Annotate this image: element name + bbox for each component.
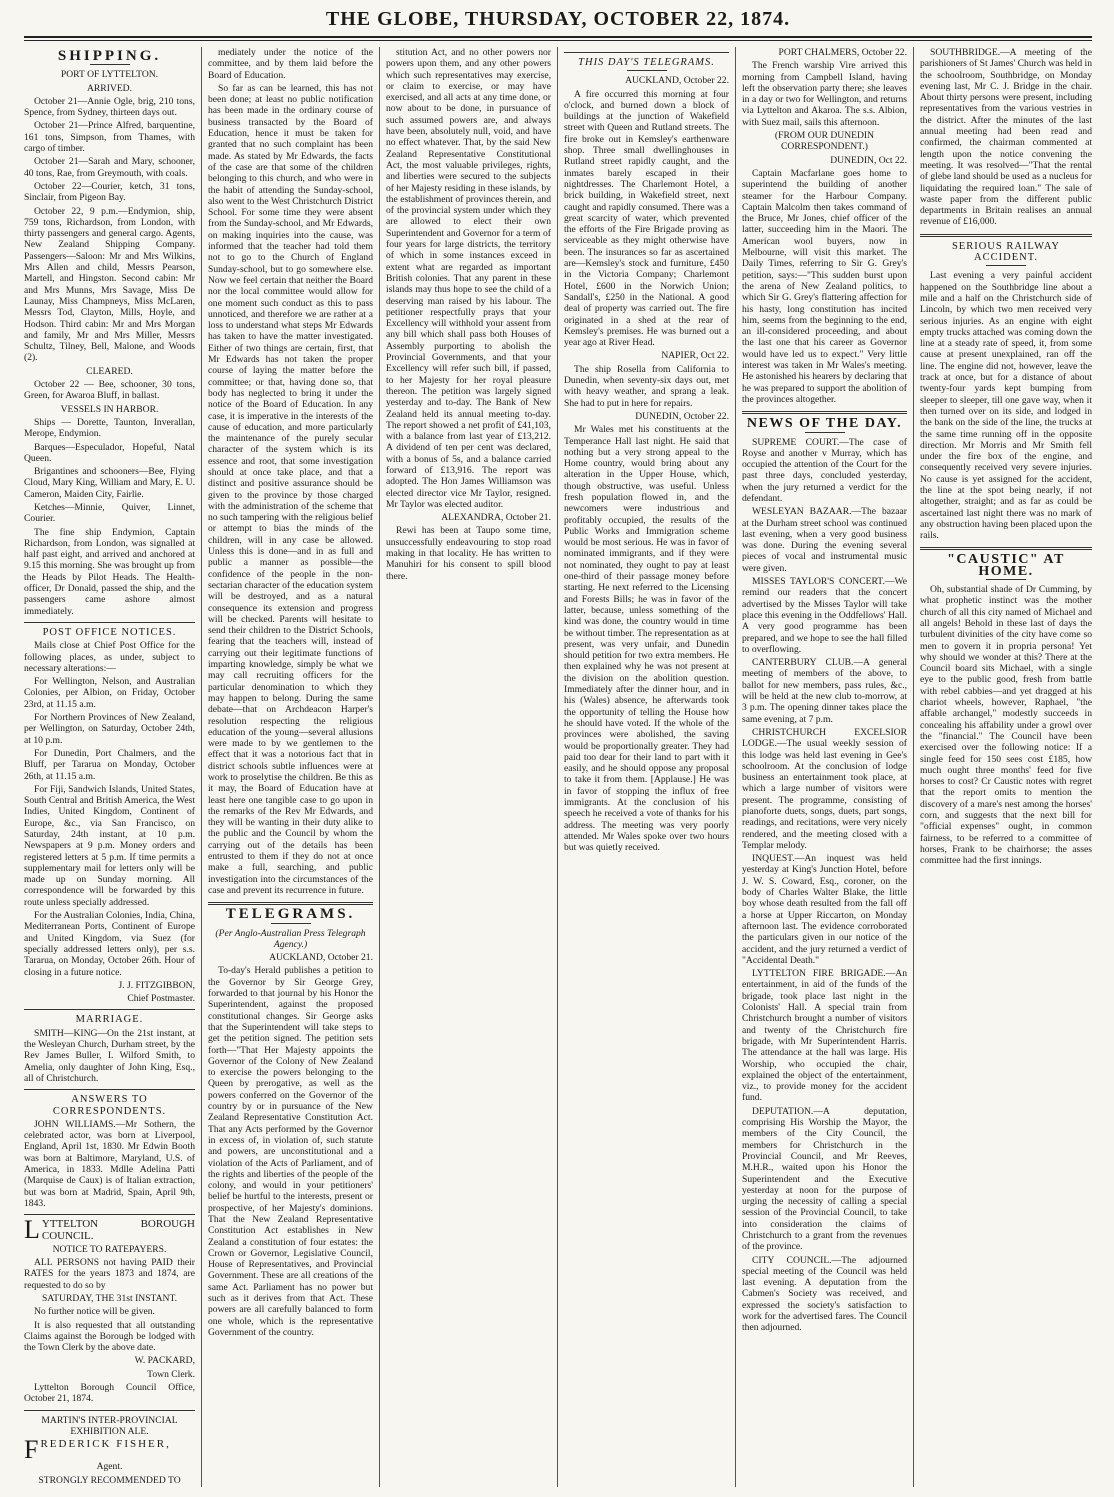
- marriage-heading: MARRIAGE.: [75, 1014, 144, 1026]
- column-6: [914, 47, 1092, 1487]
- fisher-name: REDERICK FISHER,: [40, 1438, 171, 1451]
- council-signature: W. PACKARD,: [134, 1355, 195, 1367]
- post-signature-title: Chief Postmaster.: [127, 993, 195, 1005]
- news-item-lead: WESLEYAN BAZAAR.: [752, 506, 852, 518]
- railway-text: Last evening a very painful accident happened on the Southbridge line about a mile and a half on the Christchurch side of Lincoln, by which two men received very serious injuries. As an engine with eight empty trucks attached was coming down the line at a steady rate of speed, it, from some cause at present unexplained, ran off the line. The engine did not, however, leave the track at once, but for a distance of about twenty-four yards kept bumping from sleeper to sleeper, till one gave way, when it then turned over on its side, and lodged in the bank on the side of the line, the trucks at the same time running off in the opposite direction. Mr Morris and Mr Smith fell under the fire box of the engine, and consequently received very severe injuries. No cause is yet assigned for the accident, the line at the spot being nearly, if not altogether, straight; and as far as could be ascertained last night there was no mark of any obstruction having been placed upon the rails.: [920, 270, 1092, 542]
- news-item-lead: LYTTELTON FIRE BRIGADE.: [752, 968, 886, 980]
- marriage-notice: SMITH—KING—On the 21st instant, at the Wesleyan Church, Durham street, by the Rev James Buller, I. Wilford Smith, to Amelia, only daughter of John King, Esq., all of Christchurch.: [24, 1027, 195, 1084]
- news-item: [742, 968, 907, 1104]
- telegram-text: The ship Rosella from California to Dunedin, when seventy-six days out, met with heavy weather, and sprang a leak. She had to put in here for repairs.: [564, 363, 729, 409]
- council-text: It is also requested that all outstanding Claims against the Borough be lodged with the Town Clerk by the above date.: [24, 1319, 195, 1354]
- telegrams-agency: (Per Anglo-Australian Press Telegraph Agency.): [215, 927, 366, 950]
- news-item: [742, 1255, 907, 1334]
- news-item-text: —The case of Royse and another v Murray, which has occupied the attention of the Court for the past three days, concluded yesterday, when the jury returned a verdict for the defendant.: [742, 436, 907, 504]
- telegram-dateline: PORT CHALMERS, October 22.: [778, 47, 907, 58]
- divider: [208, 902, 373, 905]
- news-item-text: —We remind our readers that the concert advertised by the Misses Taylor will take place this evening in the Oddfellows' Hall. A very good programme has been prepared, and we hope to see the hall filled to overflowing.: [742, 576, 907, 655]
- news-item-lead: SUPREME COURT.: [752, 436, 840, 448]
- shipping-heading: SHIPPING.: [57, 48, 162, 64]
- telegram-text: Rewi has been at Taupo some time, unsuccessfully endeavouring to stop road making in that locality. He has written to Manuhiri for his consent to spill blood there.: [386, 525, 551, 582]
- council-signature-title: Town Clerk.: [147, 1368, 195, 1380]
- arrival-entry: October 22—Courier, ketch, 31 tons, Sinclair, from Pigeon Bay.: [24, 180, 195, 204]
- fisher-role: Agent.: [96, 1461, 123, 1473]
- news-item: [742, 727, 907, 851]
- divider: [986, 265, 1026, 266]
- correspondent-heading: (FROM OUR DUNEDIN CORRESPONDENT.): [774, 130, 875, 153]
- strongly-heading: STRONGLY RECOMMENDED TO: [38, 1474, 181, 1486]
- telegram-dateline: DUNEDIN, Oct 22.: [830, 154, 907, 166]
- ale-heading: MARTIN'S INTER-PROVINCIAL EXHIBITION ALE.: [41, 1414, 178, 1437]
- caustic-text: Oh, substantial shade of Dr Cumming, by what prophetic instinct was the mother church of all this city named of Michael and all angels! Behold in these last of days the turbulent divinities of the city have come so men to govern it in propria persona! Yet why should we wonder at this? There at the Council board sits Michael, with a single eye to the public good, fresh from battle with rebel cabbies—and yet dragged at his chariot wheels, however, Raphael, "the affable archangel," modestly succeeds in concealing his affability under a growl over the "financial." The Council have been exercised over the following notice: If a single feed for 150 sees cost £185, how much ought three months' feed for five horses to cost? Cr Caustic notes with regret that the report omits to mention the discovery of a mare's nest among the horses' corn, and suggests that the next bill for "official expenses" ought, in common fairness, to be referred to a committee of horses, Frank to be chairhorse; the asses committee had the first innings.: [920, 584, 1092, 867]
- answers-heading: ANSWERS TO CORRESPONDENTS.: [52, 1094, 167, 1117]
- columns: [24, 47, 1092, 1487]
- southbridge-text: SOUTHBRIDGE.—A meeting of the parishioners of St James' Church was held in the schoolroom, Southbridge, on Monday evening last, Mr C. J. Bridge in the chair. About thirty persons were present, including representatives from the various vestries in the district. After the minutes of the last annual meeting had been read and confirmed, the chairman commented at length upon the notice convening the meeting. It was resolved—"That the rental of glebe land should be used as a nucleus for liquidating the required loan." The sale of waste paper from the different public departments in Britain realises an annual revenue of £16,000.: [920, 47, 1092, 228]
- divider: [24, 1214, 195, 1215]
- news-item-text: —A general meeting of members of the above, to ballot for new members, pass rules, &c., will be held at the new club to-morrow, at 3 p.m. The opening dinner takes place the same evening, at 7 p.m.: [742, 657, 907, 725]
- harbor-label: VESSELS IN HARBOR.: [60, 403, 159, 415]
- news-item-text: —The adjourned special meeting of the Council was held last evening. A deputation from the Cabmen's Society was received, and expressed the society's satisfaction to work for the advertised fares. The Council then adjourned.: [742, 1254, 907, 1334]
- column-2: [202, 47, 380, 1487]
- harbor-entry: Barques—Especulador, Hopeful, Natal Queen.: [24, 441, 195, 464]
- news-item-lead: CHRISTCHURCH EXCELSIOR LODGE.: [742, 726, 907, 750]
- council-office: Lyttelton Borough Council Office, October 21, 1874.: [24, 1382, 195, 1405]
- telegram-text: A fire occurred this morning at four o'clock, and burned down a block of buildings at the junction of Wakefield street with Queen and Rutland streets. The fire broke out in Kemsley's earthenware shop. Three small dwellinghouses in Rutland street rapidly caught, and the inmates barely escaped in their nightdresses. The Charlemont Hotel, a brick building, in Wakefield street, next caught and rapidly consumed. There was a great scarcity of water, which prevented the efforts of the Fire Brigade proving as serviceable as they might otherwise have been. The insurances so far as ascertained are—Kemsley's stock and furniture, £450 in the Victoria Company; Charlemont Hotel, £600 in the Norwich Union; Sandall's, £250 in the National. A good deal of property was carried out. The fire originated in a shed at the rear of Kemsley's premises. He was burned out a year ago at River Head.: [564, 88, 729, 349]
- news-item-text: —A deputation, comprising His Worship the Mayor, the members of the City Council, the members for Christchurch in the Provincial Council, and Mr Reeves, M.H.R., waited upon his Honor the Superintendent and the Executive yesterday at noon for the purpose of urging the necessity of calling a special session of the Provincial Council, to take into consideration the claims of Christchurch to a grant from the revenues of the province.: [742, 1105, 907, 1253]
- post-notice: Mails close at Chief Post Office for the following places, as under, subject to necessary alterations:—: [24, 640, 195, 674]
- leader-continued: So far as can be learned, this has not been done; at least no public notification has been made in the ordinary course of business transacted by the Board of Education, hence it must be taken for granted that no such complaint has been made. As stated by Mr Edwards, the facts of the case are that some of the children belonging to this church, and who were in the habit of attending the Sunday-school, also went to the West Christchurch District School. For some time they were absent from the Sunday-school, and Mr Edwards, on making inquiries into the cause, was informed that the teacher had told them not to go to the Church of England Sunday-school, but to go somewhere else. Now we feel certain that neither the Board nor the local committee would allow for one moment such conduct as this to pass unnoticed, and therefore we are rather at a loss to understand what steps Mr Edwards has taken to have the matter investigated. Either of two things are certain, first, that Mr Edwards has not taken the proper course of laying the matter before the committee; or that, having done so, that body has neglected to bring it under the notice of the Board of Education. In any case, it is imperative in the interests of the cause of education, and more particularly the maintenance of the purely secular character of the system which is its essence and root, that some investigation should at once take place, and that a distinct and positive assurance should be given to the province by those charged with the administration of the scheme that no such tampering with the religious belief or attempt to bias the minds of the children, will in any case be allowed. Unless this is done—and in as full and public a manner as possible—the confidence of the people in the non-sectarian character of the education system will be destroyed, and as a natural consequence its extension and progress will be checked. Parents will hesitate to send their children to the District Schools, fearing that the teachers will, instead of carrying out their legitimate functions of imparting knowledge, simply be what we may call recruiting officers for the particular denomination to which they may happen to belong. During the same debate—that on Archdeacon Harper's resolution respecting the religious education of the young—several allusions were made to by we gentlemen to the effect that it was a notorious fact that in district schools subtle influences were at work to proselytise the children. Be this as it may, the Board of Education have at least here one tangible case to go upon in the remarks of the Rev Mr Edwards, and they will be wanting in their duty alike to the public and the Council by whom the carrying out of the details has been entrusted to them if they do not at once make a full, searching, and public investigation into the circumstances of the case and prevent its recurrence in future.: [208, 82, 373, 896]
- news-item-lead: DEPUTATION.: [752, 1105, 814, 1117]
- divider: [24, 622, 195, 623]
- news-item-text: —The usual weekly session of this lodge was held last evening in Gee's schoolroom. At the conclusion of lodge business an entertainment took place, at which a large number of visitors were present. The programme, consisting of pianoforte duets, songs, duets, part songs, readings, and recitations, were very nicely rendered, and the meeting closed with a Templar melody.: [742, 738, 907, 851]
- arrived-label: ARRIVED.: [86, 82, 133, 94]
- page-masthead: THE GLOBE, THURSDAY, OCTOBER 22, 1874.: [24, 8, 1092, 38]
- harbor-entry: Ketches—Minnie, Quiver, Linnet, Courier.: [24, 501, 195, 525]
- divider: [24, 1410, 195, 1411]
- telegram-dateline: AUCKLAND, October 21.: [269, 952, 373, 964]
- divider: [271, 923, 311, 924]
- divider: [742, 411, 907, 414]
- telegram-text: To-day's Herald publishes a petition to the Governor by Sir George Grey, forwarded to that journal by his Honor the Superintendent, against the proposed constitutional changes. Sir George asks that the Superintendent will take steps to get the petition signed. The petition sets forth—"That Her Majesty appoints the Governor of the Colony of New Zealand to exercise the powers belonging to the Queen by prerogative, as well as the powers conferred on the Governor of the country by or in pursuance of the New Zealand Representative Constitution Act. That any Acts performed by the Governor in excess of, in violation of, such statute and powers, are unconstitutional and a violation of the Acts of Parliament, and of the rights and liberties of the people of the colony, and would in your petitioners' belief be hurtful to the interests, present or prospective, of her Majesty's dominions. That the New Zealand Representative Constitution Act establishes in New Zealand a constitution of four estates: the Crown or Governor, Legislative Council, House of Representatives, and Provincial Government. These are all creations of the same Act. Parliament has no power but such as it derives from that Act. These powers are all carefully balanced to form one whole, which is the representative Government of the country.: [208, 965, 373, 1338]
- telegram-dateline: DUNEDIN, October 22.: [635, 410, 729, 422]
- divider: [24, 1089, 195, 1090]
- column-1: [24, 47, 202, 1487]
- port-heading: PORT OF LYTTELTON.: [60, 69, 159, 81]
- column-4: [558, 47, 736, 1487]
- post-signature: J. J. FITZGIBBON,: [118, 979, 195, 991]
- news-item: [742, 657, 907, 725]
- divider: [920, 234, 1092, 237]
- answers-text: JOHN WILLIAMS.—Mr Sothern, the celebrated actor, was born at Liverpool, England, April 1st, 1830. Mr Edwin Booth was born at Baltimore, Maryland, U.S. of America, in 1833. Mdlle Adelina Patti (Marquise de Caux) is of Italian extraction, but was born at Madrid, Spain, April 9th, 1843.: [24, 1118, 195, 1209]
- railway-heading: SERIOUS RAILWAY ACCIDENT.: [951, 240, 1061, 264]
- post-notice: For Wellington, Nelson, and Australian Colonies, per Albion, on Friday, October 23rd, at 11.15 a.m.: [24, 676, 195, 710]
- news-heading: NEWS OF THE DAY.: [746, 416, 903, 432]
- telegram-dateline: NAPIER, Oct 22.: [661, 350, 729, 362]
- council-text: ALL PERSONS not having PAID their RATES for the years 1873 and 1874, are requested to do so by: [24, 1257, 195, 1291]
- telegram-continued: stitution Act, and no other powers nor powers upon them, and any other powers which such representatives may exercise, or claim to exercise, or may have exercised, and all acts at any time done, or now about to be done, in pursuance of such assumed powers are, and always have been, absolutely null, void, and have no effect whatever. That, by the said New Zealand Representative Constitutional Act, the most valuable privileges, rights, and liberties were secured to the subjects of her Majesty residing in these islands, by the establishment of provinces therein, and of the provincial system under which they are allowed to elect their own Superintendent and Governor for a term of four years for large districts, the territory of which in some instances exceed in extent what are regarded as important British colonies. That any parent in these islands may thus hope to see the child of a deserving man raised by his labour. The petitioner respectfully prays that your Excellency will withhold your assent from any bill which shall pass both Houses of Assembly purporting to abolish the Provincial Governments, and that your Excellency will refer such bill, if passed, to her Majesty for her royal pleasure thereon. The petition was largely signed yesterday and to-day. The Bank of New Zealand held its annual meeting to-day. The report showed a net profit of £41,103, with a balance from last year of £13,212. A dividend of ten per cent was declared, with a bonus of 5s, and a balance carried forward of £13,916. The report was adopted. The Hon James Williamson was elected director vice Mr Taylor, resigned. Mr Taylor was elected auditor.: [386, 47, 551, 510]
- drop-cap: L: [24, 1215, 40, 1245]
- news-item: [742, 576, 907, 655]
- telegram-dateline: AUCKLAND, October 22.: [625, 75, 729, 87]
- post-office-heading: POST OFFICE NOTICES.: [42, 626, 177, 638]
- divider: [627, 70, 667, 71]
- divider: [986, 579, 1026, 580]
- council-subheading: NOTICE TO RATEPAYERS.: [52, 1243, 167, 1255]
- telegram-dateline: ALEXANDRA, October 21.: [441, 512, 551, 524]
- drop-cap: F: [24, 1435, 39, 1465]
- divider: [920, 547, 1092, 550]
- leader-continued: mediately under the notice of the committee, and by them laid before the Board of Education.: [208, 47, 373, 81]
- cleared-entry: October 22 — Bee, schooner, 30 tons, Green, for Awaroa Bluff, in ballast.: [24, 379, 195, 402]
- post-notice: For Northern Provinces of New Zealand, per Wellington, on Saturday, October 24th, at 10 p.m.: [24, 712, 195, 746]
- days-telegrams-heading: THIS DAY'S TELEGRAMS.: [578, 57, 715, 68]
- news-item: [742, 506, 907, 574]
- arrival-entry: October 22, 9 p.m.—Endymion, ship, 759 tons, Richardson, from London, with thirty passengers and general cargo. Agents, New Zealand Shipping Company. Passengers—Saloon: Mr and Mrs Wilkins, Mrs Allen and child, Messrs Pearson, Martell, and Hingston. Second cabin: Mr and Mrs Munns, Mrs Savage, Miss De Launay, Miss Champneys, Miss McLaren, Messrs Tod, Clayton, Mills, Hoyle, and Hodson. Third cabin: Mr and Mrs Morgan and family, Mr and Mrs Miller, Messrs Schultz, Tilney, Bell, Malone, and Woods (2).: [24, 205, 195, 364]
- news-item-lead: MISSES TAYLOR'S CONCERT.: [752, 576, 885, 588]
- divider: [90, 64, 130, 65]
- council-heading: [24, 1215, 195, 1245]
- shipping-news: The fine ship Endymion, Captain Richardson, from London, was signalled at half past eight, and arrived and anchored at 9.15 this morning. She was brought up from the Heads by Pilot Heads. The Health-officer, Dr Donald, passed the ship, and the passengers came ashore almost immediately.: [24, 526, 195, 617]
- divider: [24, 1009, 195, 1010]
- telegrams-heading: TELEGRAMS.: [225, 906, 356, 923]
- news-item-lead: CANTERBURY CLUB.: [752, 657, 854, 669]
- harbor-entry: Ships — Dorette, Taunton, Inverallan, Merope, Endymion.: [24, 416, 195, 440]
- arrival-entry: October 21—Prince Alfred, barquentine, 161 tons, Simpson, from Thames, with cargo of timber.: [24, 120, 195, 155]
- caustic-heading: "CAUSTIC" AT HOME.: [947, 552, 1065, 579]
- news-item: [742, 437, 907, 505]
- column-5: [736, 47, 914, 1487]
- news-item-lead: CITY COUNCIL.: [752, 1254, 832, 1266]
- council-date: SATURDAY, THE 31st INSTANT.: [41, 1292, 178, 1304]
- correspondent-text: Captain Macfarlane goes home to superintend the building of another steamer for the Harbour Company. Captain Malcolm then takes command of the Bruce, Mr Jones, chief officer of the latter, succeeding him in the Maori. The American wool buyers, now in Melbourne, will visit this market. The Daily Times, referring to Sir G. Grey's petition, says:—"This sudden burst upon the arena of New Zealand politics, to which Sir G. Grey's flattering affection for his hasty, long constitution has incited him, seems from the beginning to the end, an ill-considered proceeding, and about the last one that his career as Governor would have led us to expect." Very little interest was taken in Mr Wales's meeting. He astonished his hearers by declaring that he was prepared to support the abolition of the provinces altogether.: [742, 167, 907, 405]
- news-item-text: —An inquest was held yesterday at King's Junction Hotel, before J. W. S. Coward, Esq., coroner, on the body of Charles Walter Blake, the little boy whose death resulted from the fall off a horse at Upper Riccarton, on Monday afternoon last. The evidence corroborated the particulars given in our notice of the accident, and the jury returned a verdict of "Accidental Death.": [742, 853, 907, 966]
- news-item: [742, 1106, 907, 1253]
- arrival-entry: October 21—Annie Ogle, brig, 210 tons, Spence, from Sydney, thirteen days out.: [24, 95, 195, 119]
- fisher-advert: [24, 1435, 195, 1465]
- masthead-rule: [24, 38, 1092, 41]
- news-item-lead: INQUEST.: [752, 853, 795, 865]
- divider: [564, 52, 729, 53]
- telegram-text: The French warship Vire arrived this morning from Campbell Island, having left the observation party there; she leaves in a day or two for Wellington, and returns via Lyttelton and Akaroa. The s.s. Albion, with Suez mail, sails this afternoon.: [742, 60, 907, 128]
- harbor-entry: Brigantines and schooners—Bee, Flying Cloud, Mary King, William and Mary, E. U. Cameron, Maiden City, Fairlie.: [24, 466, 195, 500]
- cleared-label: CLEARED.: [86, 365, 133, 377]
- telegram-text: Mr Wales met his constituents at the Temperance Hall last night. He said that nothing but a very strong appeal to the Home country, would bring about any alteration in the Upper House, which, though obstructive, was useful. Unless fresh population flowed in, and the newcomers were industrious and profitably occupied, the results of the Public Works and Immigration scheme would be most serious. He was in favor of nominated immigrants, and if they were not nominated, they ought to pay at least one-third of their passage money before starting. He next referred to the Licensing and Forests Bills; he was in favor of the latter, because, unless something of the kind was done, the country would in time be without timber. The representation as at present, was very unfair, and Dunedin should petition for two extra members. He then explained why he was not present at the division on the abolition question. Immediately after the dinner hour, and in his (Wales) absence, he afterwards took the opportunity of telling the House how he should have voted. If the whole of the provinces were abolished, the saving would be proportionally greater. They had paid too dear for their land to part with it easily, and he should oppose any proposal to take it from them. [Applause.] He was in favor of stopping the influx of free immigrants. At the conclusion of his speech he received a vote of thanks for his address. The meeting was very poorly attended. Mr Wales spoke over two hours but was quietly received.: [564, 424, 729, 854]
- news-item: [742, 853, 907, 966]
- post-notice: For Dunedin, Port Chalmers, and the Bluff, per Tararua on Monday, October 26th, at 11.15 a.m.: [24, 747, 195, 782]
- news-item-text: —The bazaar at the Durham street school was continued last evening, when a very good business was done. During the evening several pieces of vocal and instrumental music were given.: [742, 506, 907, 574]
- council-text: No further notice will be given.: [34, 1306, 155, 1318]
- news-item-text: —An entertainment, in aid of the funds of the brigade, took place last night in the Colonists' Hall. A special train from Christchurch brought a number of visitors and twenty of the Christchurch fire brigade, with Mr Superintendent Harris. The attendance at the hall was large. His Worship, who occupied the chair, explained the object of the entertainment, viz., to provide money for the accident fund.: [742, 968, 907, 1104]
- post-notice: For Fiji, Sandwich Islands, United States, South Central and British America, the West Indies, United Kingdom, Continent of Europe, &c., via San Francisco, on Saturday, 24th instant, at 10 p.m. Newspapers at 9 p.m. Money orders and registered letters at 5 p.m. If time permits a supplementary mail for letters only will be made up on Sunday morning. All correspondence will be forwarded by this route unless specially addressed.: [24, 783, 195, 908]
- divider: [805, 432, 845, 433]
- column-3: [380, 47, 558, 1487]
- post-notice: For the Australian Colonies, India, China, Mediterranean Ports, Continent of Europe and United Kingdom, via Suez (for specially addressed letters only), per s.s. Tararua, on Monday, October 26th. Hour of closing in a future notice.: [24, 910, 195, 978]
- council-heading-text: YTTELTON BOROUGH COUNCIL.: [41, 1218, 195, 1242]
- arrival-entry: October 21—Sarah and Mary, schooner, 40 tons, Rae, from Greymouth, with coals.: [24, 156, 195, 179]
